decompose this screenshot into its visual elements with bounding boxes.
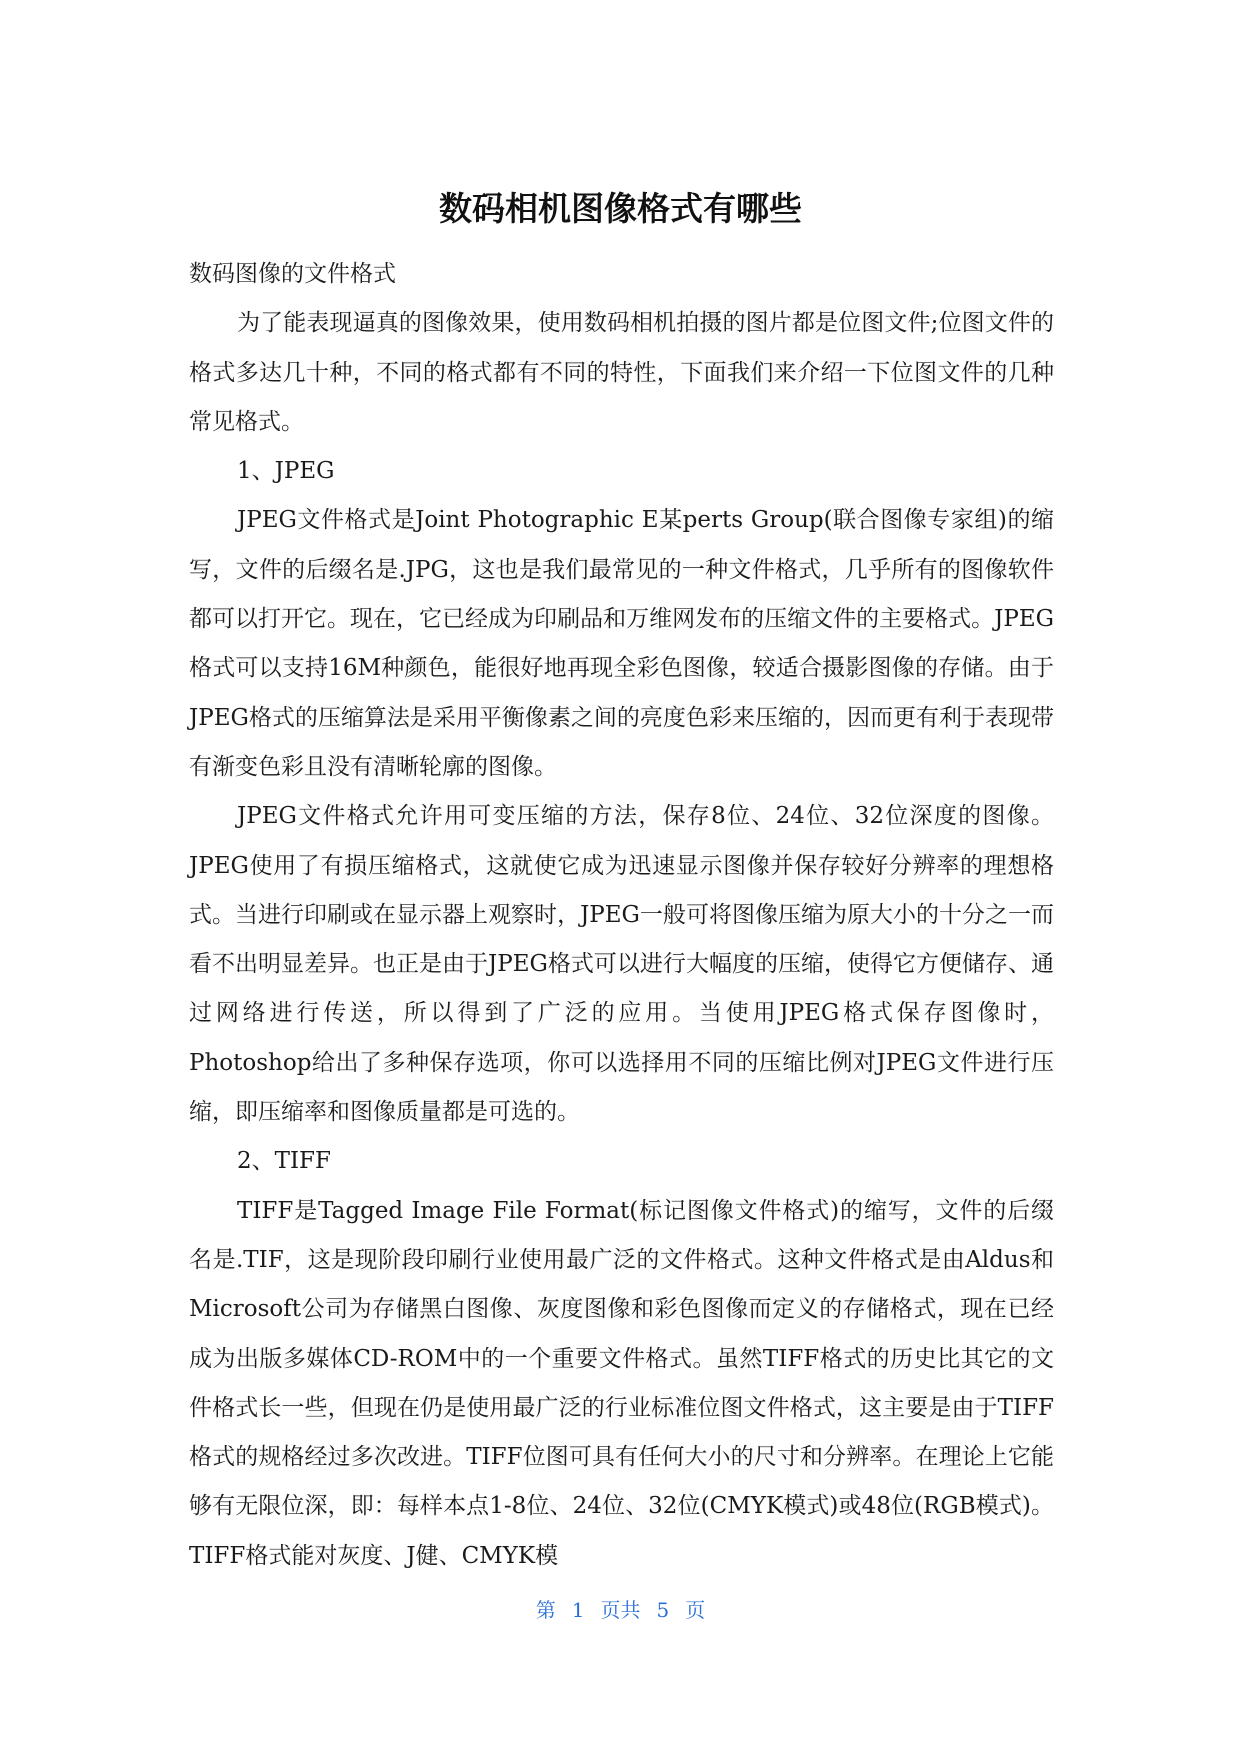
document-body: [189, 250, 1054, 1581]
footer-current-page: 1: [571, 1598, 585, 1622]
paragraph-intro: 为了能表现逼真的图像效果，使用数码相机拍摄的图片都是位图文件;位图文件的格式多达几十种，不同的格式都有不同的特性，下面我们来介绍一下位图文件的几种常见格式。: [189, 310, 1054, 435]
footer-label-page: 第: [535, 1598, 556, 1622]
paragraph-jpeg-2: JPEG文件格式允许用可变压缩的方法，保存8位、24位、32位深度的图像。JPEG使用了有损压缩格式，这就使它成为迅速显示图像并保存较好分辨率的理想格式。当进行印刷或在显示器上观察时，JPEG一般可将图像压缩为原大小的十分之一而看不出明显差异。也正是由于JPEG格式可以进行大幅度的压缩，使得它方便储存、通过网络进行传送，所以得到了广泛的应用。当使用JPEG格式保存图像时，Photoshop给出了多种保存选项，你可以选择用不同的压缩比例对JPEG文件进行压缩，即压缩率和图像质量都是可选的。: [189, 803, 1054, 1126]
paragraph-tiff-1: TIFF是Tagged Image File Format(标记图像文件格式)的缩写，文件的后缀名是.TIF，这是现阶段印刷行业使用最广泛的文件格式。这种文件格式是由Aldus和Microsoft公司为存储黑白图像、灰度图像和彩色图像而定义的存储格式，现在已经成为出版多媒体CD-ROM中的一个重要文件格式。虽然TIFF格式的历史比其它的文件格式长一些，但现在仍是使用最广泛的行业标准位图文件格式，这主要是由于TIFF格式的规格经过多次改进。TIFF位图可具有任何大小的尺寸和分辨率。在理论上它能够有无限位深，即：每样本点1-8位、24位、32位(CMYK模式)或48位(RGB模式)。TIFF格式能对灰度、J健、CMYK模: [189, 1197, 1054, 1569]
footer-label-of: 页共: [600, 1598, 641, 1622]
paragraph-jpeg-1: JPEG文件格式是Joint Photographic E某perts Group(联合图像专家组)的缩写，文件的后缀名是.JPG，这也是我们最常见的一种文件格式，几乎所有的图像软件都可以打开它。现在，它已经成为印刷品和万维网发布的压缩文件的主要格式。JPEG格式可以支持16M种颜色，能很好地再现全彩色图像，较适合摄影图像的存储。由于JPEG格式的压缩算法是采用平衡像素之间的亮度色彩来压缩的，因而更有利于表现带有渐变色彩且没有清晰轮廓的图像。: [189, 507, 1054, 780]
section-heading-jpeg: 1、JPEG: [237, 458, 335, 485]
footer-label-end: 页: [685, 1598, 706, 1622]
document-title: 数码相机图像格式有哪些: [439, 189, 802, 228]
section-heading-tiff: 2、TIFF: [237, 1148, 331, 1175]
page-footer: [0, 1596, 1241, 1624]
section-heading-formats: 数码图像的文件格式: [189, 261, 396, 287]
footer-total-pages: 5: [656, 1598, 670, 1622]
